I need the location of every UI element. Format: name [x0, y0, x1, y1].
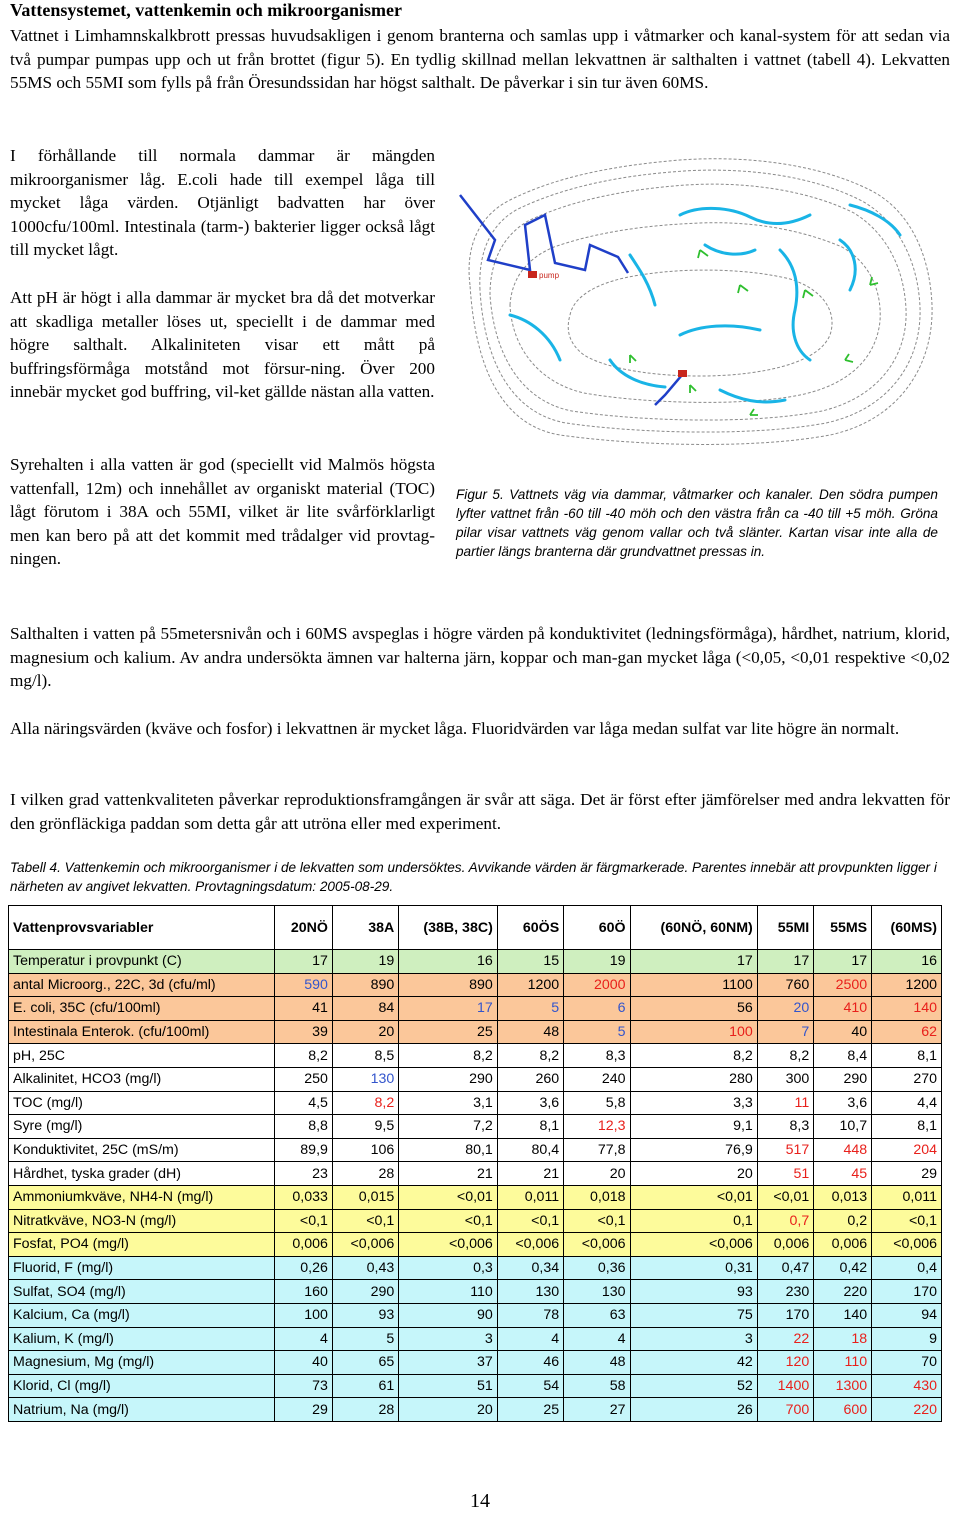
- table-cell: 28: [332, 1162, 398, 1186]
- table-cell: 0,34: [497, 1256, 563, 1280]
- table-cell: 300: [757, 1067, 813, 1091]
- table-cell: 90: [399, 1303, 498, 1327]
- water-chemistry-table: [8, 905, 942, 1422]
- table-cell: 0,26: [275, 1256, 333, 1280]
- row-label: Magnesium, Mg (mg/l): [9, 1351, 275, 1375]
- paragraph-ph: Att pH är högt i alla dammar är mycket bra då det motverkar att skadliga metaller löses ut, speciellt i de dammar med högre salthalt. Alkaliniteten visar ett mått på buffringsförmåga motstånd mot försur-ning. Över 200 innebär mycket god buffring, vil-ket gällde nästan alla vatten.: [10, 288, 435, 401]
- table-cell: 130: [497, 1280, 563, 1304]
- table-cell: 160: [275, 1280, 333, 1304]
- table-cell: 240: [564, 1067, 630, 1091]
- table-cell: 0,013: [814, 1185, 872, 1209]
- table-caption: Tabell 4. Vattenkemin och mikroorganismer i de lekvatten som undersöktes. Avvikande värden är färgmarkerade. Parentes innebär att provpunkten ligger i närheten av angivet lekvatten. Provtagningsdatum: 2005-08-29.: [10, 860, 937, 894]
- table-cell: 39: [275, 1020, 333, 1044]
- table-cell: 8,2: [630, 1044, 757, 1068]
- table-cell: 600: [814, 1398, 872, 1422]
- table-row: [9, 1044, 942, 1068]
- table-row: [9, 1091, 942, 1115]
- table-cell: 84: [332, 997, 398, 1021]
- table-row: [9, 1327, 942, 1351]
- table-cell: 0,011: [497, 1185, 563, 1209]
- table-cell: 62: [872, 1020, 942, 1044]
- table-cell: <0,1: [564, 1209, 630, 1233]
- table-cell: 12,3: [564, 1115, 630, 1139]
- table-cell: <0,006: [872, 1233, 942, 1257]
- table-cell: 8,2: [399, 1044, 498, 1068]
- table-cell: 0,018: [564, 1185, 630, 1209]
- table-cell: 3: [630, 1327, 757, 1351]
- table-cell: 56: [630, 997, 757, 1021]
- table-row: [9, 1067, 942, 1091]
- table-row: [9, 1185, 942, 1209]
- table-header-column: (60NÖ, 60NM): [630, 906, 757, 950]
- table-row: [9, 1256, 942, 1280]
- table-cell: 20: [564, 1162, 630, 1186]
- table-cell: <0,006: [630, 1233, 757, 1257]
- table-cell: 19: [332, 950, 398, 974]
- table-cell: 22: [757, 1327, 813, 1351]
- table-header-column: 60Ö: [564, 906, 630, 950]
- table-cell: 0,015: [332, 1185, 398, 1209]
- page-number: 14: [470, 1490, 490, 1512]
- table-cell: 448: [814, 1138, 872, 1162]
- table-cell: 270: [872, 1067, 942, 1091]
- table-cell: 890: [332, 973, 398, 997]
- table-cell: 61: [332, 1374, 398, 1398]
- table-cell: 8,1: [872, 1044, 942, 1068]
- table-cell: <0,01: [757, 1185, 813, 1209]
- table-cell: 16: [399, 950, 498, 974]
- table-cell: 25: [399, 1020, 498, 1044]
- row-label: Konduktivitet, 25C (mS/m): [9, 1138, 275, 1162]
- table-cell: <0,01: [399, 1185, 498, 1209]
- row-label: Syre (mg/l): [9, 1115, 275, 1139]
- table-cell: 0,36: [564, 1256, 630, 1280]
- table-cell: 4,5: [275, 1091, 333, 1115]
- table-cell: 2000: [564, 973, 630, 997]
- table-cell: 28: [332, 1398, 398, 1422]
- table-row: [9, 1115, 942, 1139]
- table-cell: 78: [497, 1303, 563, 1327]
- table-cell: 5,8: [564, 1091, 630, 1115]
- row-label: Kalium, K (mg/l): [9, 1327, 275, 1351]
- table-cell: 0,47: [757, 1256, 813, 1280]
- paragraph-nutrients: Alla näringsvärden (kväve och fosfor) i lekvattnen är mycket låga. Fluoridvärden var låga medan sulfat var lite högre än normalt.: [10, 719, 900, 738]
- paragraph-microorganisms: I förhållande till normala dammar är mängden mikroorganismer låg. E.coli hade till exempel låga till mycket låga värden. Otjänligt badvatten har över 1000cfu/100ml. Intestinala (tarm-) bakterier ligger också lågt till mycket lågt.: [10, 146, 435, 259]
- row-label: Klorid, Cl (mg/l): [9, 1374, 275, 1398]
- table-cell: 8,1: [497, 1115, 563, 1139]
- table-cell: 76,9: [630, 1138, 757, 1162]
- table-cell: 4: [497, 1327, 563, 1351]
- table-row: [9, 1303, 942, 1327]
- table-cell: 106: [332, 1138, 398, 1162]
- table-cell: 5: [497, 997, 563, 1021]
- table-cell: 1200: [497, 973, 563, 997]
- table-cell: 0,3: [399, 1256, 498, 1280]
- table-cell: 23: [275, 1162, 333, 1186]
- table-cell: 20: [332, 1020, 398, 1044]
- table-row: [9, 1162, 942, 1186]
- table-cell: 52: [630, 1374, 757, 1398]
- table-cell: 0,42: [814, 1256, 872, 1280]
- row-label: Fluorid, F (mg/l): [9, 1256, 275, 1280]
- table-cell: 100: [630, 1020, 757, 1044]
- table-cell: 0,006: [757, 1233, 813, 1257]
- table-cell: 1400: [757, 1374, 813, 1398]
- table-cell: 410: [814, 997, 872, 1021]
- table-cell: 29: [872, 1162, 942, 1186]
- table-cell: 48: [564, 1351, 630, 1375]
- table-cell: 100: [275, 1303, 333, 1327]
- row-label: Kalcium, Ca (mg/l): [9, 1303, 275, 1327]
- table-cell: 700: [757, 1398, 813, 1422]
- table-cell: <0,006: [564, 1233, 630, 1257]
- table-cell: 140: [814, 1303, 872, 1327]
- table-cell: 17: [630, 950, 757, 974]
- table-header-row: [9, 906, 942, 950]
- table-cell: 3,6: [814, 1091, 872, 1115]
- table-cell: <0,006: [332, 1233, 398, 1257]
- table-cell: 20: [757, 997, 813, 1021]
- row-label: Natrium, Na (mg/l): [9, 1398, 275, 1422]
- paragraph-salinity: Salthalten i vatten på 55metersnivån och i 60MS avspeglas i högre värden på konduktivitet (ledningsförmåga), hårdhet, natrium, klorid, magnesium och kalium. Av andra undersökta ämnen var halterna järn, koppar och man-gan mycket låga (<0,05, <0,01 respektive <0,02 mg/l).: [10, 624, 950, 690]
- table-header-column: 55MI: [757, 906, 813, 950]
- table-row: [9, 1138, 942, 1162]
- table-cell: 1300: [814, 1374, 872, 1398]
- table-cell: <0,1: [399, 1209, 498, 1233]
- table-cell: 290: [332, 1280, 398, 1304]
- table-cell: 3,6: [497, 1091, 563, 1115]
- table-header-column: 20NÖ: [275, 906, 333, 950]
- table-cell: 89,9: [275, 1138, 333, 1162]
- paragraph-oxygen: Syrehalten i alla vatten är god (speciellt vid Malmös högsta vattenfall, 12m) och innehållet av organiskt material (TOC) lågt förutom i 38A och 55MI, vilket är lite svårförklarligt men kan bero på att det kommit med trådalger vid provtag-ningen.: [10, 455, 435, 568]
- table-cell: 890: [399, 973, 498, 997]
- row-label: E. coli, 35C (cfu/100ml): [9, 997, 275, 1021]
- table-cell: 42: [630, 1351, 757, 1375]
- table-cell: 27: [564, 1398, 630, 1422]
- table-cell: 9,1: [630, 1115, 757, 1139]
- table-row: [9, 997, 942, 1021]
- table-cell: 51: [399, 1374, 498, 1398]
- table-cell: 20: [630, 1162, 757, 1186]
- table-cell: 17: [757, 950, 813, 974]
- table-cell: 0,4: [872, 1256, 942, 1280]
- table-cell: 7: [757, 1020, 813, 1044]
- table-row: [9, 1020, 942, 1044]
- table-header-column: (38B, 38C): [399, 906, 498, 950]
- table-cell: 4,4: [872, 1091, 942, 1115]
- table-header-column: 60ÖS: [497, 906, 563, 950]
- table-cell: 1200: [872, 973, 942, 997]
- row-label: antal Microorg., 22C, 3d (cfu/ml): [9, 973, 275, 997]
- quarry-water-map: [450, 145, 944, 450]
- table-cell: 17: [275, 950, 333, 974]
- table-cell: 280: [630, 1067, 757, 1091]
- table-cell: 8,1: [872, 1115, 942, 1139]
- table-cell: 18: [814, 1327, 872, 1351]
- table-cell: 20: [399, 1398, 498, 1422]
- table-cell: 16: [872, 950, 942, 974]
- table-cell: 5: [332, 1327, 398, 1351]
- row-label: Temperatur i provpunkt (C): [9, 950, 275, 974]
- table-cell: 5: [564, 1020, 630, 1044]
- row-label: Nitratkväve, NO3-N (mg/l): [9, 1209, 275, 1233]
- table-cell: 0,43: [332, 1256, 398, 1280]
- table-cell: 8,2: [332, 1091, 398, 1115]
- row-label: TOC (mg/l): [9, 1091, 275, 1115]
- table-cell: 170: [872, 1280, 942, 1304]
- table-cell: 41: [275, 997, 333, 1021]
- table-cell: 80,1: [399, 1138, 498, 1162]
- table-cell: 77,8: [564, 1138, 630, 1162]
- table-cell: 3,3: [630, 1091, 757, 1115]
- table-cell: 4: [275, 1327, 333, 1351]
- table-cell: 48: [497, 1020, 563, 1044]
- table-cell: 29: [275, 1398, 333, 1422]
- figure-caption: Figur 5. Vattnets väg via dammar, våtmarker och kanaler. Den södra pumpen lyfter vattnet från -60 till -40 möh och den västra från ca -40 till +5 möh. Gröna pilar visar vattnets väg genom vallar och två slänter. Kartan visar inte alla de partier längs branterna där grundvattnet pressas in.: [456, 487, 938, 559]
- table-cell: 8,3: [757, 1115, 813, 1139]
- table-cell: 8,2: [757, 1044, 813, 1068]
- table-row: [9, 1398, 942, 1422]
- table-cell: 230: [757, 1280, 813, 1304]
- row-label: Ammoniumkväve, NH4-N (mg/l): [9, 1185, 275, 1209]
- table-cell: <0,01: [630, 1185, 757, 1209]
- table-cell: 58: [564, 1374, 630, 1398]
- table-cell: 54: [497, 1374, 563, 1398]
- table-cell: 25: [497, 1398, 563, 1422]
- table-cell: <0,1: [872, 1209, 942, 1233]
- table-cell: 260: [497, 1067, 563, 1091]
- row-label: Hårdhet, tyska grader (dH): [9, 1162, 275, 1186]
- table-cell: 220: [872, 1398, 942, 1422]
- table-cell: 0,1: [630, 1209, 757, 1233]
- table-cell: 760: [757, 973, 813, 997]
- table-cell: 140: [872, 997, 942, 1021]
- table-cell: 70: [872, 1351, 942, 1375]
- table-cell: 8,4: [814, 1044, 872, 1068]
- table-cell: 21: [497, 1162, 563, 1186]
- table-header-column: (60MS): [872, 906, 942, 950]
- table-cell: 6: [564, 997, 630, 1021]
- table-row: [9, 1209, 942, 1233]
- table-cell: 4: [564, 1327, 630, 1351]
- table-row: [9, 1351, 942, 1375]
- table-cell: 110: [399, 1280, 498, 1304]
- pump-label-west: pump: [539, 271, 560, 280]
- table-cell: 130: [564, 1280, 630, 1304]
- table-cell: 130: [332, 1067, 398, 1091]
- table-row: [9, 950, 942, 974]
- table-cell: 0,033: [275, 1185, 333, 1209]
- table-cell: 517: [757, 1138, 813, 1162]
- table-cell: <0,006: [399, 1233, 498, 1257]
- table-row: [9, 1233, 942, 1257]
- table-cell: 7,2: [399, 1115, 498, 1139]
- table-cell: 17: [399, 997, 498, 1021]
- table-cell: 73: [275, 1374, 333, 1398]
- table-header-variable: Vattenprovsvariabler: [9, 906, 275, 950]
- row-label: Sulfat, SO4 (mg/l): [9, 1280, 275, 1304]
- table-cell: 17: [814, 950, 872, 974]
- table-cell: 0,006: [275, 1233, 333, 1257]
- table-cell: 430: [872, 1374, 942, 1398]
- table-cell: 51: [757, 1162, 813, 1186]
- table-cell: 8,2: [275, 1044, 333, 1068]
- table-cell: 8,3: [564, 1044, 630, 1068]
- table-cell: 40: [275, 1351, 333, 1375]
- table-cell: 40: [814, 1020, 872, 1044]
- table-cell: <0,1: [497, 1209, 563, 1233]
- table-cell: 290: [399, 1067, 498, 1091]
- table-cell: <0,1: [332, 1209, 398, 1233]
- table-cell: 0,2: [814, 1209, 872, 1233]
- row-label: Alkalinitet, HCO3 (mg/l): [9, 1067, 275, 1091]
- table-cell: 8,5: [332, 1044, 398, 1068]
- table-cell: 0,7: [757, 1209, 813, 1233]
- table-header-column: 38A: [332, 906, 398, 950]
- table-cell: 2500: [814, 973, 872, 997]
- table-cell: 120: [757, 1351, 813, 1375]
- table-cell: 8,2: [497, 1044, 563, 1068]
- table-cell: 19: [564, 950, 630, 974]
- table-cell: <0,1: [275, 1209, 333, 1233]
- table-cell: 26: [630, 1398, 757, 1422]
- table-cell: 220: [814, 1280, 872, 1304]
- table-cell: 8,8: [275, 1115, 333, 1139]
- table-cell: 250: [275, 1067, 333, 1091]
- table-cell: 9: [872, 1327, 942, 1351]
- table-cell: 93: [630, 1280, 757, 1304]
- table-cell: 170: [757, 1303, 813, 1327]
- table-row: [9, 1374, 942, 1398]
- table-cell: 0,011: [872, 1185, 942, 1209]
- table-cell: 10,7: [814, 1115, 872, 1139]
- row-label: Fosfat, PO4 (mg/l): [9, 1233, 275, 1257]
- section-heading: Vattensystemet, vattenkemin och mikroorganismer: [10, 0, 402, 20]
- row-label: Intestinala Enterok. (cfu/100ml): [9, 1020, 275, 1044]
- table-cell: 204: [872, 1138, 942, 1162]
- table-cell: 75: [630, 1303, 757, 1327]
- row-label: pH, 25C: [9, 1044, 275, 1068]
- paragraph-conclusion: I vilken grad vattenkvaliteten påverkar reproduktionsframgången är svår att säga. Det är först efter jämförelser med andra lekvatten för den grönfläckiga paddan som detta går att utröna eller med experiment.: [10, 790, 950, 833]
- table-cell: 9,5: [332, 1115, 398, 1139]
- table-cell: 11: [757, 1091, 813, 1115]
- table-cell: 0,31: [630, 1256, 757, 1280]
- table-cell: 1100: [630, 973, 757, 997]
- table-cell: 290: [814, 1067, 872, 1091]
- table-row: [9, 973, 942, 997]
- table-cell: 63: [564, 1303, 630, 1327]
- paragraph-intro: Vattnet i Limhamnskalkbrott pressas huvudsakligen i genom branterna och samlas upp i våtmarker och kanal-system för att sedan via två pumpar pumpas upp och ut från brottet (figur 5). En tydlig skillnad mellan lekvattnen är salthalten i vattnet (tabell 4). Lekvatten 55MS och 55MI som fylls på från Öresundssidan har högst salthalt. De påverkar i sin tur även 60MS.: [10, 26, 950, 92]
- table-row: [9, 1280, 942, 1304]
- table-header-column: 55MS: [814, 906, 872, 950]
- table-cell: 37: [399, 1351, 498, 1375]
- table-cell: 65: [332, 1351, 398, 1375]
- table-cell: 15: [497, 950, 563, 974]
- table-cell: 94: [872, 1303, 942, 1327]
- table-cell: 45: [814, 1162, 872, 1186]
- table-cell: <0,006: [497, 1233, 563, 1257]
- table-cell: 590: [275, 973, 333, 997]
- table-cell: 3: [399, 1327, 498, 1351]
- table-cell: 46: [497, 1351, 563, 1375]
- table-cell: 110: [814, 1351, 872, 1375]
- table-cell: 3,1: [399, 1091, 498, 1115]
- table-cell: 93: [332, 1303, 398, 1327]
- table-cell: 80,4: [497, 1138, 563, 1162]
- table-cell: 0,006: [814, 1233, 872, 1257]
- table-cell: 21: [399, 1162, 498, 1186]
